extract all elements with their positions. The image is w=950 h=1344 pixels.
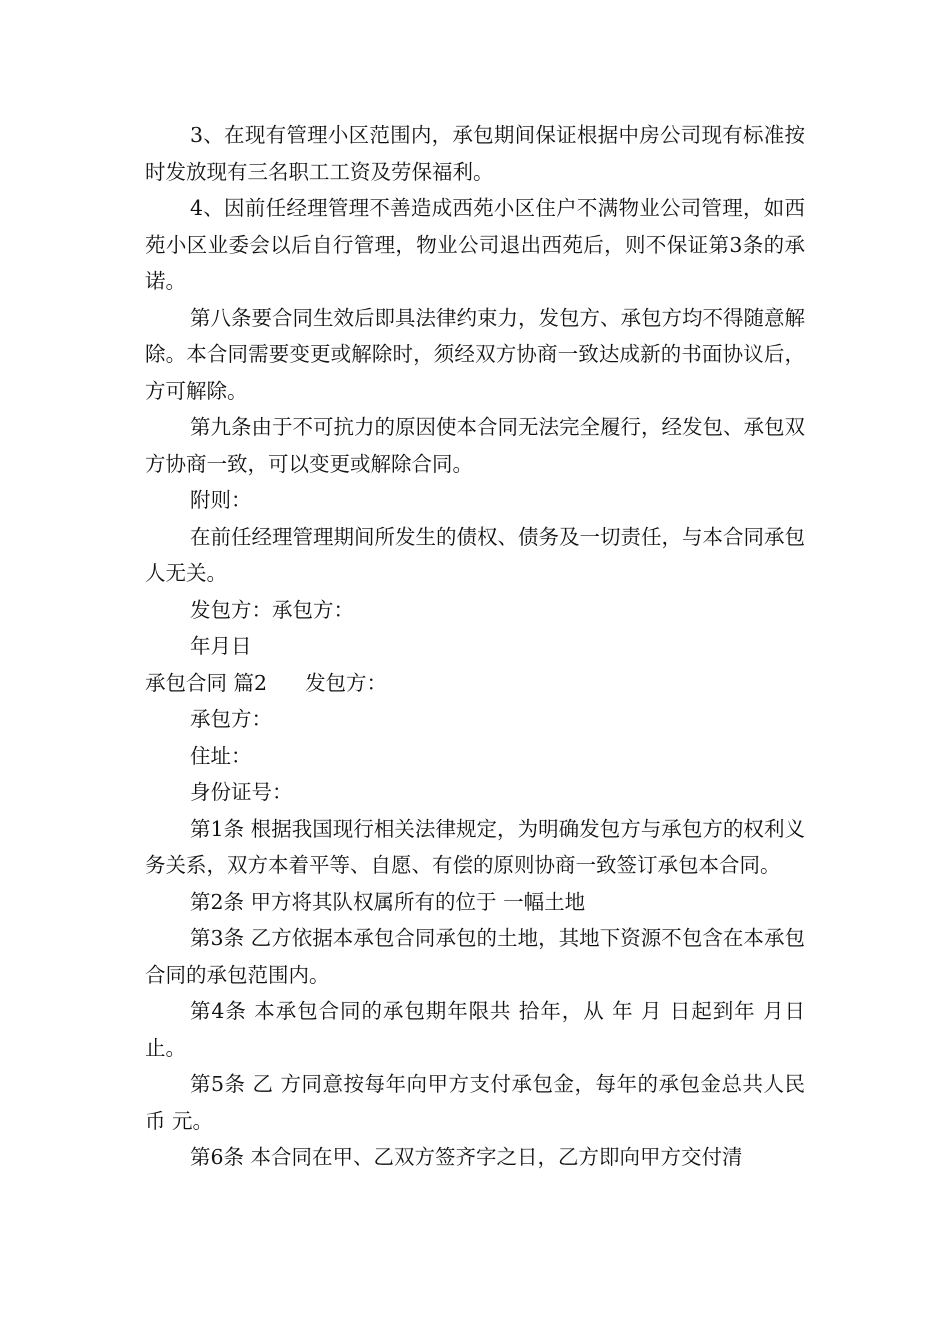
paragraph-article-4: 第4条 本承包合同的承包期年限共 拾年，从 年 月 日起到年 月日止。: [145, 999, 805, 1060]
section-2-heading-line: [145, 665, 805, 702]
paragraph-article-1: 第1条 根据我国现行相关法律规定，为明确发包方与承包方的权利义务关系，双方本着平等、自愿、有偿的原则协商一致签订承包本合同。: [145, 816, 805, 877]
paragraph-article-8: 第八条要合同生效后即具法律约束力，发包方、承包方均不得随意解除。本合同需要变更或解除时，须经双方协商一致达成新的书面协议后，方可解除。: [145, 305, 805, 403]
paragraph-party-b: 承包方：: [190, 707, 272, 731]
paragraph-clause-4: 4、因前任经理管理不善造成西苑小区住户不满物业公司管理，如西苑小区业委会以后自行管理，物业公司退出西苑后，则不保证第3条的承诺。: [145, 196, 805, 293]
paragraph-article-5: 第5条 乙 方同意按每年向甲方支付承包金，每年的承包金总共人民币 元。: [145, 1072, 805, 1133]
paragraph-article-3: 第3条 乙方依据本承包合同承包的土地，其地下资源不包含在本承包合同的承包范围内。: [145, 926, 805, 987]
paragraph-article-2: 第2条 甲方将其队权属所有的位于 一幅土地: [190, 889, 586, 914]
paragraph-address: 住址：: [190, 743, 252, 768]
paragraph-date: 年月日: [190, 634, 252, 658]
paragraph-article-6: 第6条 本合同在甲、乙双方签齐字之日，乙方即向甲方交付清: [190, 1145, 743, 1169]
paragraph-appendix-heading: 附则：: [190, 488, 252, 512]
paragraph-clause-3: 3、在现有管理小区范围内，承包期间保证根据中房公司现有标准按时发放现有三名职工工资及劳保福利。: [145, 123, 805, 184]
paragraph-signatures: 发包方：承包方：: [190, 597, 354, 622]
paragraph-appendix-body: 在前任经理管理期间所发生的债权、债务及一切责任，与本合同承包人无关。: [145, 524, 805, 585]
document-page: [145, 117, 805, 1176]
paragraph-id-number: 身份证号：: [190, 780, 293, 804]
paragraph-article-9: 第九条由于不可抗力的原因使本合同无法完全履行，经发包、承包双方协商一致，可以变更或解除合同。: [145, 415, 805, 476]
section-2-heading: 承包合同 篇2: [145, 670, 268, 695]
section-2-party-a: 发包方：: [305, 670, 388, 695]
